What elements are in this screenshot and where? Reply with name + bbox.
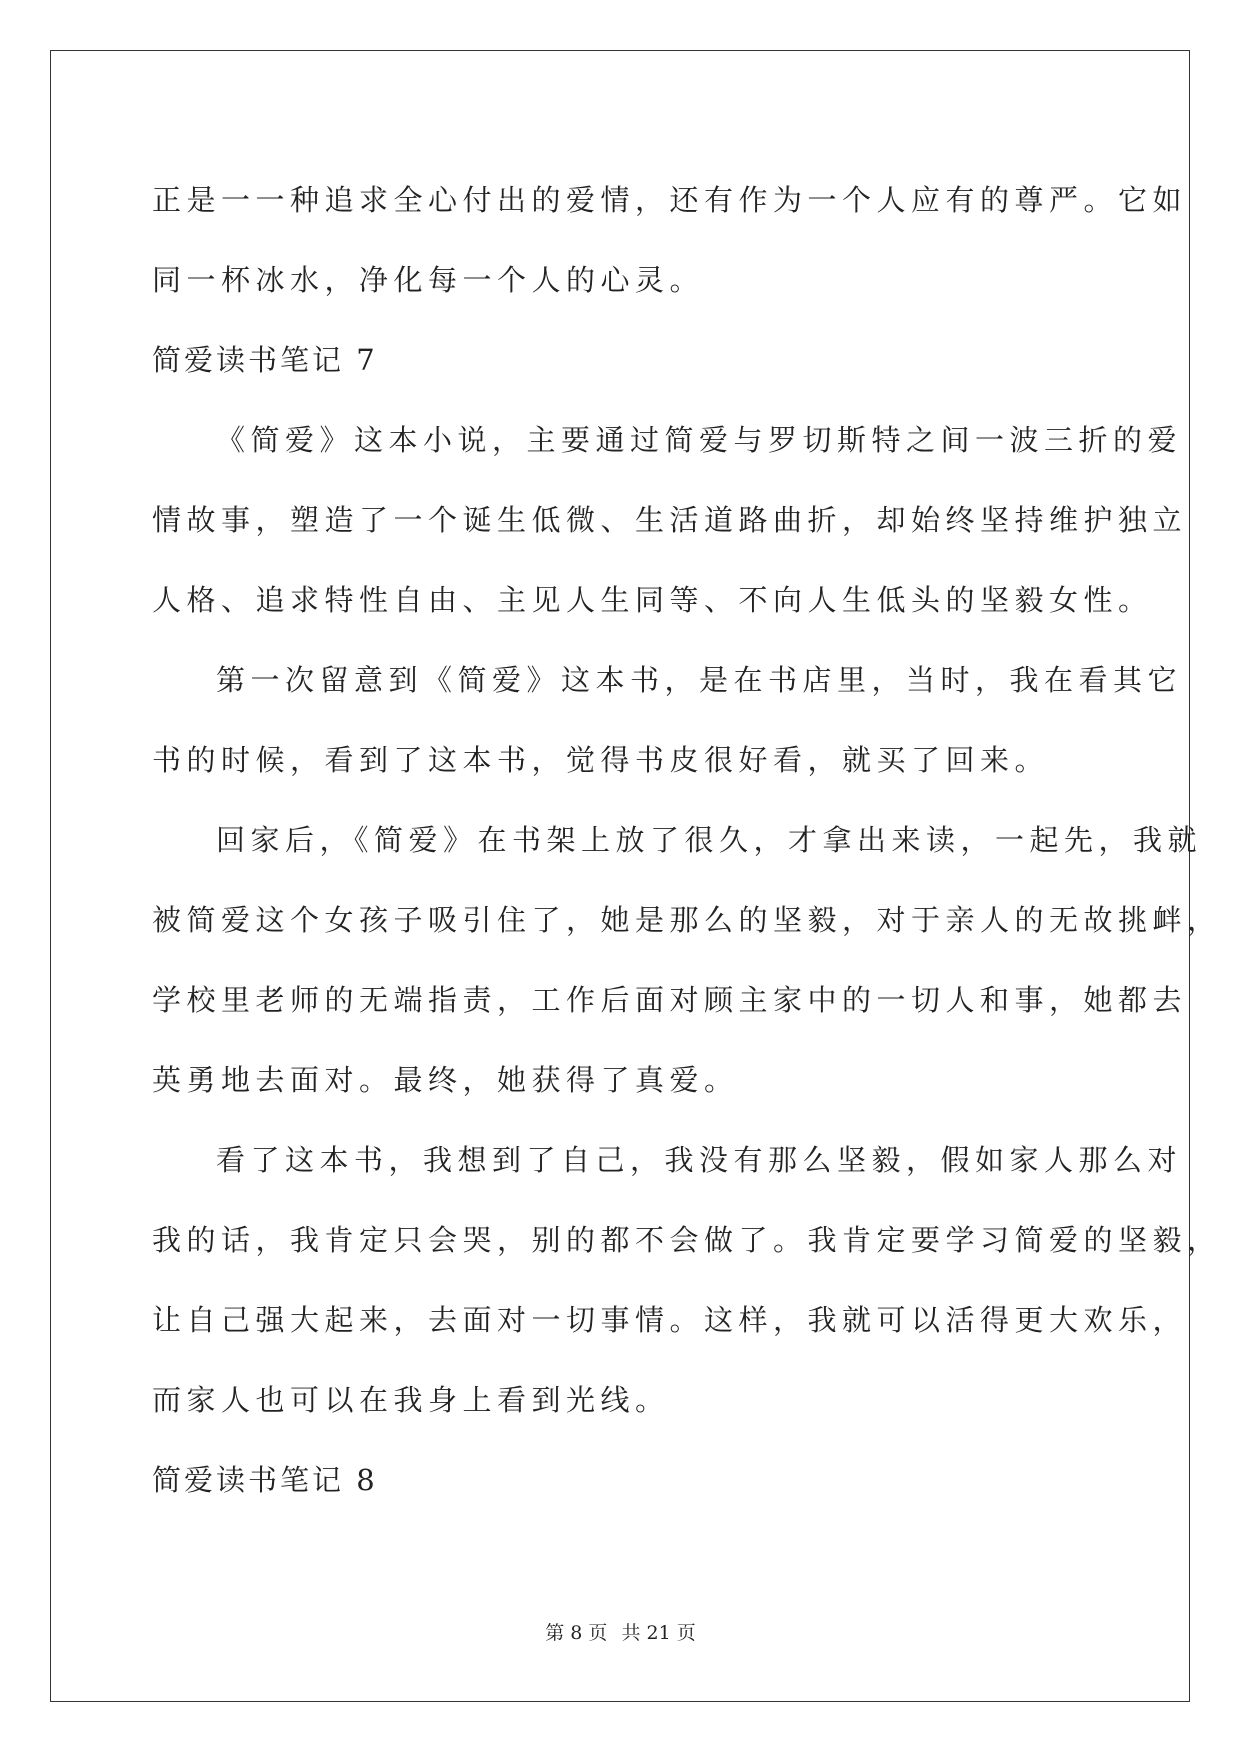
text-line-11: 学校里老师的无端指责，工作后面对顾主家中的一切人和事，她都去	[152, 983, 1188, 1017]
text-line-13: 看了这本书，我想到了自己，我没有那么坚毅，假如家人那么对	[216, 1143, 1183, 1177]
text-line-6: 人格、追求特性自由、主见人生同等、不向人生低头的坚毅女性。	[152, 583, 1153, 617]
section-heading-7: 简爱读书笔记 7	[152, 343, 378, 377]
text-line-14: 我的话，我肯定只会哭，别的都不会做了。我肯定要学习简爱的坚毅，	[152, 1223, 1222, 1257]
text-line-8: 书的时候，看到了这本书，觉得书皮很好看，就买了回来。	[152, 743, 1050, 777]
text-line-4: 《简爱》这本小说，主要通过简爱与罗切斯特之间一波三折的爱	[216, 423, 1183, 457]
text-line-12: 英勇地去面对。最终，她获得了真爱。	[152, 1063, 739, 1097]
text-line-1: 正是一一种追求全心付出的爱情，还有作为一个人应有的尊严。它如	[152, 183, 1188, 217]
section-heading-8: 简爱读书笔记 8	[152, 1463, 378, 1497]
text-line-7: 第一次留意到《简爱》这本书，是在书店里，当时，我在看其它	[216, 663, 1183, 697]
total-page-count: 共 21 页	[621, 1622, 696, 1644]
text-line-15: 让自己强大起来，去面对一切事情。这样，我就可以活得更大欢乐，	[152, 1303, 1188, 1337]
current-page-number: 第 8 页	[545, 1622, 608, 1644]
text-line-10: 被简爱这个女孩子吸引住了，她是那么的坚毅，对于亲人的无故挑衅，	[152, 903, 1222, 937]
text-line-2: 同一杯冰水，净化每一个人的心灵。	[152, 263, 705, 297]
page-footer	[0, 1618, 1241, 1645]
text-line-9: 回家后，《简爱》在书架上放了很久，才拿出来读，一起先，我就	[216, 823, 1203, 857]
document-body	[152, 160, 1222, 1520]
text-line-16: 而家人也可以在我身上看到光线。	[152, 1383, 670, 1417]
text-line-5: 情故事，塑造了一个诞生低微、生活道路曲折，却始终坚持维护独立	[152, 503, 1188, 537]
